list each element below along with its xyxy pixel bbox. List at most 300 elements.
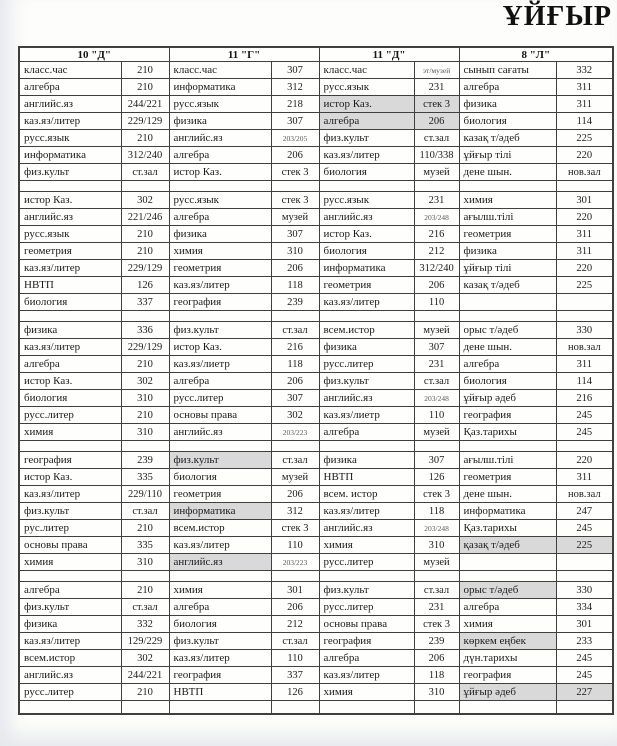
room-cell: 310 bbox=[414, 684, 459, 701]
subject-cell: география bbox=[319, 633, 414, 650]
subject-cell: основы права bbox=[19, 537, 121, 554]
subject-cell: истор Каз. bbox=[19, 192, 121, 209]
subject-cell: сынып сағаты bbox=[459, 62, 556, 79]
class-header: 11 "Г" bbox=[169, 47, 319, 62]
subject-cell: истор Каз. bbox=[319, 96, 414, 113]
empty-room-cell bbox=[556, 441, 613, 452]
subject-cell: дене шын. bbox=[459, 339, 556, 356]
room-cell: 210 bbox=[121, 62, 169, 79]
subject-cell: каз.яз/литер bbox=[319, 667, 414, 684]
room-cell: 110/338 bbox=[414, 147, 459, 164]
subject-cell: алгебра bbox=[19, 356, 121, 373]
subject-cell: физ.культ bbox=[319, 373, 414, 390]
subject-cell: всем.истор bbox=[319, 322, 414, 339]
room-cell: музей bbox=[414, 322, 459, 339]
subject-cell: истор Каз. bbox=[169, 339, 271, 356]
timetable-row bbox=[19, 62, 613, 79]
subject-cell: химия bbox=[319, 684, 414, 701]
subject-cell: алгебра bbox=[19, 79, 121, 96]
empty-room-cell bbox=[271, 311, 319, 322]
subject-cell: класс.час bbox=[319, 62, 414, 79]
subject-cell: алгебра bbox=[169, 147, 271, 164]
room-cell: 210 bbox=[121, 520, 169, 537]
room-cell: 210 bbox=[121, 684, 169, 701]
subject-cell: истор Каз. bbox=[19, 469, 121, 486]
subject-cell: геометрия bbox=[169, 260, 271, 277]
subject-cell: дүн.тарихы bbox=[459, 650, 556, 667]
subject-cell: химия bbox=[459, 616, 556, 633]
room-cell: 129/229 bbox=[121, 633, 169, 650]
subject-cell: истор Каз. bbox=[319, 226, 414, 243]
subject-cell: химия bbox=[459, 192, 556, 209]
room-cell: 337 bbox=[121, 294, 169, 311]
room-cell: 307 bbox=[271, 113, 319, 130]
subject-cell bbox=[459, 294, 556, 311]
empty-subject-cell bbox=[19, 571, 121, 582]
subject-cell: класс.час bbox=[19, 62, 121, 79]
subject-cell: физика bbox=[169, 113, 271, 130]
subject-cell: истор Каз. bbox=[169, 164, 271, 181]
room-cell: 229/129 bbox=[121, 113, 169, 130]
room-cell: 312 bbox=[271, 503, 319, 520]
room-cell: 225 bbox=[556, 537, 613, 554]
empty-subject-cell bbox=[319, 311, 414, 322]
subject-cell: физика bbox=[19, 322, 121, 339]
subject-cell: информатика bbox=[169, 503, 271, 520]
subject-cell: биология bbox=[169, 616, 271, 633]
room-cell: 203/223 bbox=[271, 424, 319, 441]
block-separator-row bbox=[19, 181, 613, 192]
subject-cell: английс.яз bbox=[319, 209, 414, 226]
room-cell: 210 bbox=[121, 356, 169, 373]
subject-cell: алгебра bbox=[19, 582, 121, 599]
subject-cell: ұйғыр тілі bbox=[459, 147, 556, 164]
subject-cell: русс.литер bbox=[319, 554, 414, 571]
room-cell: 218 bbox=[271, 96, 319, 113]
timetable-row bbox=[19, 520, 613, 537]
room-cell: 310 bbox=[414, 537, 459, 554]
room-cell: 334 bbox=[556, 599, 613, 616]
empty-room-cell bbox=[556, 311, 613, 322]
room-cell: 220 bbox=[556, 452, 613, 469]
timetable-row bbox=[19, 294, 613, 311]
room-cell: 244/221 bbox=[121, 96, 169, 113]
subject-cell: биология bbox=[319, 164, 414, 181]
subject-cell: ұйғыр тілі bbox=[459, 260, 556, 277]
empty-subject-cell bbox=[459, 571, 556, 582]
room-cell: 335 bbox=[121, 537, 169, 554]
room-cell: музей bbox=[414, 164, 459, 181]
room-cell: 203/248 bbox=[414, 209, 459, 226]
subject-cell: информатика bbox=[319, 260, 414, 277]
subject-cell: русс.литер bbox=[319, 599, 414, 616]
room-cell: 311 bbox=[556, 226, 613, 243]
room-cell: 311 bbox=[556, 243, 613, 260]
room-cell: нов.зал bbox=[556, 164, 613, 181]
room-cell: 245 bbox=[556, 424, 613, 441]
timetable-row bbox=[19, 424, 613, 441]
room-cell: ст.зал bbox=[121, 164, 169, 181]
subject-cell: каз.яз/литер bbox=[169, 277, 271, 294]
room-cell: 118 bbox=[271, 356, 319, 373]
subject-cell: химия bbox=[19, 554, 121, 571]
subject-cell: рус.литер bbox=[19, 520, 121, 537]
timetable-row bbox=[19, 79, 613, 96]
room-cell: 231 bbox=[414, 192, 459, 209]
subject-cell: всем. истор bbox=[319, 486, 414, 503]
block-separator-row bbox=[19, 571, 613, 582]
room-cell: 310 bbox=[121, 424, 169, 441]
subject-cell: класс.час bbox=[169, 62, 271, 79]
room-cell: 307 bbox=[271, 62, 319, 79]
room-cell: 118 bbox=[414, 667, 459, 684]
room-cell: 330 bbox=[556, 582, 613, 599]
room-cell: 203/248 bbox=[414, 520, 459, 537]
room-cell: 301 bbox=[556, 616, 613, 633]
subject-cell: английс.яз bbox=[19, 209, 121, 226]
timetable-row bbox=[19, 390, 613, 407]
empty-subject-cell bbox=[19, 701, 121, 715]
subject-cell: геометрия bbox=[459, 226, 556, 243]
subject-cell: дене шын. bbox=[459, 164, 556, 181]
room-cell: 225 bbox=[556, 130, 613, 147]
subject-cell: география bbox=[169, 294, 271, 311]
timetable-row bbox=[19, 113, 613, 130]
subject-cell: биология bbox=[459, 373, 556, 390]
block-separator-row bbox=[19, 311, 613, 322]
subject-cell: русс.язык bbox=[19, 130, 121, 147]
room-cell: 337 bbox=[271, 667, 319, 684]
room-cell: 301 bbox=[556, 192, 613, 209]
subject-cell: русс.язык bbox=[319, 79, 414, 96]
subject-cell: русс.язык bbox=[169, 96, 271, 113]
subject-cell: русс.литер bbox=[19, 684, 121, 701]
subject-cell: қазақ т/әдеб bbox=[459, 537, 556, 554]
empty-subject-cell bbox=[169, 311, 271, 322]
subject-cell: английс.яз bbox=[19, 667, 121, 684]
room-cell: стек 3 bbox=[271, 192, 319, 209]
subject-cell: физика bbox=[169, 226, 271, 243]
room-cell: 231 bbox=[414, 79, 459, 96]
timetable-row bbox=[19, 356, 613, 373]
timetable-row bbox=[19, 243, 613, 260]
empty-room-cell bbox=[271, 441, 319, 452]
subject-cell: алгебра bbox=[319, 650, 414, 667]
room-cell: 229/110 bbox=[121, 486, 169, 503]
timetable-body bbox=[19, 62, 613, 715]
subject-cell: химия bbox=[169, 243, 271, 260]
room-cell: ст.зал bbox=[121, 503, 169, 520]
room-cell: 110 bbox=[271, 537, 319, 554]
empty-subject-cell bbox=[169, 701, 271, 715]
subject-cell: ұйғыр әдеб bbox=[459, 684, 556, 701]
room-cell: 110 bbox=[414, 294, 459, 311]
room-cell: 212 bbox=[414, 243, 459, 260]
empty-subject-cell bbox=[459, 311, 556, 322]
empty-room-cell bbox=[414, 701, 459, 715]
subject-cell: ұйғыр әдеб bbox=[459, 390, 556, 407]
timetable-row bbox=[19, 452, 613, 469]
subject-cell: каз.яз/литер bbox=[169, 537, 271, 554]
room-cell: 312/240 bbox=[121, 147, 169, 164]
room-cell: ст.зал bbox=[414, 582, 459, 599]
empty-room-cell bbox=[271, 571, 319, 582]
empty-subject-cell bbox=[319, 181, 414, 192]
room-cell: 220 bbox=[556, 260, 613, 277]
room-cell: 332 bbox=[121, 616, 169, 633]
room-cell: 231 bbox=[414, 599, 459, 616]
room-cell: 206 bbox=[271, 260, 319, 277]
timetable-row bbox=[19, 339, 613, 356]
empty-subject-cell bbox=[459, 701, 556, 715]
subject-cell: всем.истор bbox=[169, 520, 271, 537]
subject-cell: физика bbox=[19, 616, 121, 633]
timetable-row bbox=[19, 554, 613, 571]
room-cell: эт/музей bbox=[414, 62, 459, 79]
timetable-row bbox=[19, 130, 613, 147]
room-cell: 302 bbox=[121, 373, 169, 390]
room-cell: 206 bbox=[271, 373, 319, 390]
timetable-row bbox=[19, 537, 613, 554]
room-cell: 245 bbox=[556, 520, 613, 537]
empty-subject-cell bbox=[319, 441, 414, 452]
room-cell: стек 3 bbox=[271, 520, 319, 537]
room-cell: 227 bbox=[556, 684, 613, 701]
empty-room-cell bbox=[556, 571, 613, 582]
subject-cell: физ.культ bbox=[169, 322, 271, 339]
subject-cell: каз.яз/литер bbox=[319, 294, 414, 311]
timetable-row bbox=[19, 684, 613, 701]
timetable-row bbox=[19, 192, 613, 209]
subject-cell: физ.культ bbox=[319, 582, 414, 599]
subject-cell: НВТП bbox=[169, 684, 271, 701]
subject-cell: география bbox=[459, 407, 556, 424]
room-cell: 203/205 bbox=[271, 130, 319, 147]
empty-room-cell bbox=[414, 441, 459, 452]
room-cell: 216 bbox=[414, 226, 459, 243]
subject-cell: физика bbox=[459, 243, 556, 260]
room-cell: стек 3 bbox=[414, 96, 459, 113]
room-cell: 203/248 bbox=[414, 390, 459, 407]
subject-cell: НВТП bbox=[319, 469, 414, 486]
subject-cell: русс.язык bbox=[319, 192, 414, 209]
timetable-row bbox=[19, 599, 613, 616]
subject-cell: физика bbox=[319, 452, 414, 469]
timetable-row bbox=[19, 667, 613, 684]
subject-cell: каз.яз/литер bbox=[319, 147, 414, 164]
empty-subject-cell bbox=[459, 441, 556, 452]
subject-cell: английс.яз bbox=[319, 390, 414, 407]
room-cell: ст.зал bbox=[414, 373, 459, 390]
empty-room-cell bbox=[414, 181, 459, 192]
subject-cell: биология bbox=[19, 390, 121, 407]
room-cell: 114 bbox=[556, 373, 613, 390]
subject-cell: информатика bbox=[19, 147, 121, 164]
room-cell: 206 bbox=[271, 599, 319, 616]
room-cell: музей bbox=[271, 209, 319, 226]
subject-cell: каз.яз/литер bbox=[19, 113, 121, 130]
subject-cell: Қаз.тарихы bbox=[459, 424, 556, 441]
timetable-row bbox=[19, 469, 613, 486]
subject-cell: химия bbox=[319, 537, 414, 554]
room-cell: ст.зал bbox=[121, 599, 169, 616]
room-cell: 126 bbox=[414, 469, 459, 486]
room-cell: 206 bbox=[414, 277, 459, 294]
subject-cell: английс.яз bbox=[169, 554, 271, 571]
room-cell: 216 bbox=[556, 390, 613, 407]
subject-cell: каз.яз/литер bbox=[19, 339, 121, 356]
subject-cell: каз.яз/литер bbox=[319, 503, 414, 520]
subject-cell: география bbox=[459, 667, 556, 684]
subject-cell: орыс т/әдеб bbox=[459, 322, 556, 339]
subject-cell: ағылш.тілі bbox=[459, 452, 556, 469]
room-cell: 206 bbox=[414, 650, 459, 667]
room-cell: 302 bbox=[121, 192, 169, 209]
room-cell: 310 bbox=[121, 390, 169, 407]
subject-cell: каз.яз/литер bbox=[19, 633, 121, 650]
empty-room-cell bbox=[121, 181, 169, 192]
room-cell: 312/240 bbox=[414, 260, 459, 277]
room-cell: 302 bbox=[121, 650, 169, 667]
timetable-row bbox=[19, 226, 613, 243]
empty-subject-cell bbox=[319, 701, 414, 715]
subject-cell: русс.язык bbox=[19, 226, 121, 243]
class-header-row bbox=[19, 47, 613, 62]
subject-cell: английс.яз bbox=[169, 424, 271, 441]
subject-cell: геометрия bbox=[19, 243, 121, 260]
empty-room-cell bbox=[414, 311, 459, 322]
page-title: ҰЙҒЫР bbox=[502, 1, 612, 32]
subject-cell: физ.культ bbox=[169, 452, 271, 469]
subject-cell: физ.культ bbox=[19, 503, 121, 520]
subject-cell: казақ т/әдеб bbox=[459, 130, 556, 147]
room-cell: 311 bbox=[556, 79, 613, 96]
room-cell: 244/221 bbox=[121, 667, 169, 684]
subject-cell: физ.культ bbox=[319, 130, 414, 147]
subject-cell: химия bbox=[19, 424, 121, 441]
room-cell: 245 bbox=[556, 650, 613, 667]
empty-room-cell bbox=[414, 571, 459, 582]
subject-cell: английс.яз bbox=[19, 96, 121, 113]
room-cell: 110 bbox=[414, 407, 459, 424]
subject-cell: алгебра bbox=[459, 356, 556, 373]
room-cell: ст.зал bbox=[271, 322, 319, 339]
empty-subject-cell bbox=[169, 181, 271, 192]
room-cell: 210 bbox=[121, 226, 169, 243]
subject-cell: геометрия bbox=[459, 469, 556, 486]
room-cell: 301 bbox=[271, 582, 319, 599]
subject-cell: алгебра bbox=[459, 599, 556, 616]
room-cell: 210 bbox=[121, 79, 169, 96]
subject-cell: орыс т/әдеб bbox=[459, 582, 556, 599]
timetable-row bbox=[19, 147, 613, 164]
timetable bbox=[18, 46, 614, 715]
subject-cell: русс.язык bbox=[169, 192, 271, 209]
timetable-row bbox=[19, 616, 613, 633]
subject-cell: геометрия bbox=[319, 277, 414, 294]
class-header: 11 "Д" bbox=[319, 47, 459, 62]
room-cell: ст.зал bbox=[271, 452, 319, 469]
empty-room-cell bbox=[121, 571, 169, 582]
subject-cell: каз.яз/лиетр bbox=[169, 356, 271, 373]
subject-cell: физ.культ bbox=[19, 599, 121, 616]
subject-cell: физика bbox=[319, 339, 414, 356]
empty-room-cell bbox=[121, 441, 169, 452]
subject-cell: ағылш.тілі bbox=[459, 209, 556, 226]
subject-cell: английс.яз bbox=[169, 130, 271, 147]
room-cell: 335 bbox=[121, 469, 169, 486]
room-cell: 229/129 bbox=[121, 260, 169, 277]
room-cell: 231 bbox=[414, 356, 459, 373]
subject-cell: биология bbox=[19, 294, 121, 311]
room-cell: стек 3 bbox=[414, 486, 459, 503]
subject-cell: алгебра bbox=[169, 209, 271, 226]
room-cell: 245 bbox=[556, 667, 613, 684]
class-header: 10 "Д" bbox=[19, 47, 169, 62]
room-cell: 233 bbox=[556, 633, 613, 650]
subject-cell: көркем еңбек bbox=[459, 633, 556, 650]
room-cell: стек 3 bbox=[271, 164, 319, 181]
empty-subject-cell bbox=[169, 571, 271, 582]
subject-cell: физ.культ bbox=[169, 633, 271, 650]
timetable-row bbox=[19, 407, 613, 424]
subject-cell: информатика bbox=[169, 79, 271, 96]
subject-cell: каз.яз/литер bbox=[169, 650, 271, 667]
subject-cell: НВТП bbox=[19, 277, 121, 294]
room-cell: 302 bbox=[271, 407, 319, 424]
empty-room-cell bbox=[556, 701, 613, 715]
timetable-row bbox=[19, 322, 613, 339]
empty-subject-cell bbox=[319, 571, 414, 582]
subject-cell: алгебра bbox=[169, 373, 271, 390]
empty-room-cell bbox=[271, 181, 319, 192]
room-cell: 332 bbox=[556, 62, 613, 79]
timetable-row bbox=[19, 650, 613, 667]
subject-cell: основы права bbox=[169, 407, 271, 424]
subject-cell: алгебра bbox=[459, 79, 556, 96]
room-cell: 118 bbox=[414, 503, 459, 520]
room-cell: 220 bbox=[556, 147, 613, 164]
subject-cell: каз.яз/лиетр bbox=[319, 407, 414, 424]
room-cell: 336 bbox=[121, 322, 169, 339]
room-cell: 245 bbox=[556, 407, 613, 424]
room-cell: 206 bbox=[271, 486, 319, 503]
room-cell: 126 bbox=[271, 684, 319, 701]
empty-room-cell bbox=[121, 311, 169, 322]
room-cell: 311 bbox=[556, 469, 613, 486]
room-cell: 307 bbox=[414, 339, 459, 356]
room-cell: 206 bbox=[271, 147, 319, 164]
subject-cell: русс.литер bbox=[19, 407, 121, 424]
subject-cell: физ.культ bbox=[19, 164, 121, 181]
room-cell: 221/246 bbox=[121, 209, 169, 226]
room-cell: музей bbox=[271, 469, 319, 486]
subject-cell: казақ т/әдеб bbox=[459, 277, 556, 294]
empty-room-cell bbox=[556, 181, 613, 192]
trailing-empty-row bbox=[19, 701, 613, 715]
subject-cell: каз.яз/литер bbox=[19, 486, 121, 503]
subject-cell: истор Каз. bbox=[19, 373, 121, 390]
block-separator-row bbox=[19, 441, 613, 452]
room-cell: 225 bbox=[556, 277, 613, 294]
subject-cell: Қаз.тарихы bbox=[459, 520, 556, 537]
room-cell: 206 bbox=[414, 113, 459, 130]
subject-cell: английс.яз bbox=[319, 520, 414, 537]
room-cell: музей bbox=[414, 554, 459, 571]
room-cell: 307 bbox=[271, 390, 319, 407]
empty-subject-cell bbox=[19, 181, 121, 192]
room-cell: 210 bbox=[121, 243, 169, 260]
